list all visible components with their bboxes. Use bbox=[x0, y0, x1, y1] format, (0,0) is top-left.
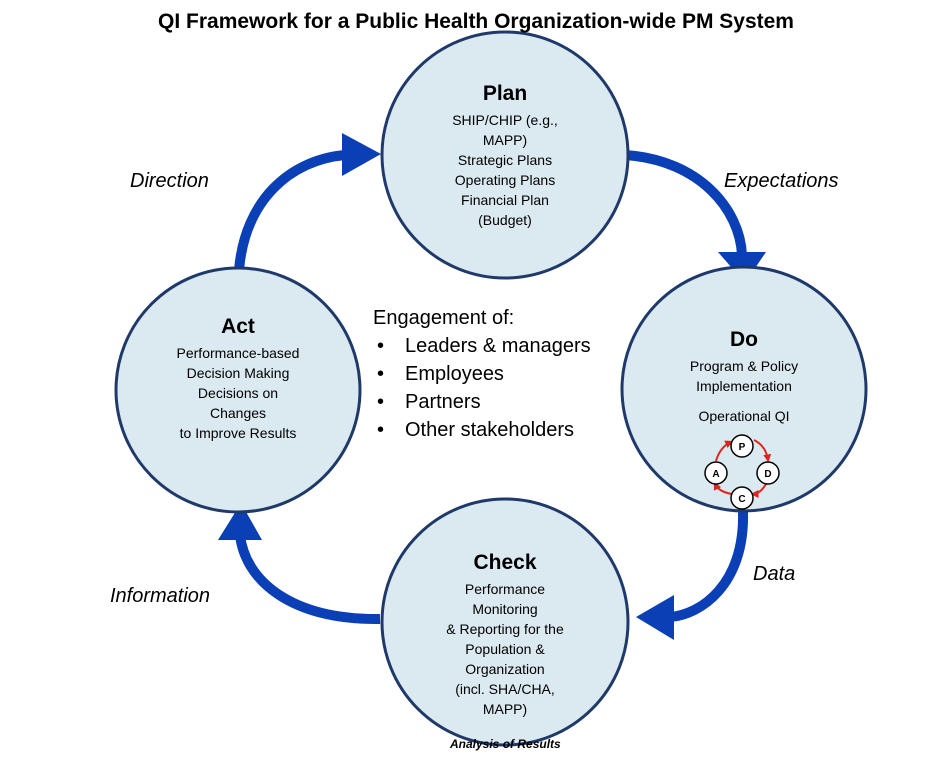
act-line: Decisions on bbox=[197, 385, 279, 401]
arrow-act-to-plan bbox=[239, 133, 381, 270]
engagement-item-label: Partners bbox=[405, 391, 481, 413]
engagement-item-label: Leaders & managers bbox=[405, 335, 591, 357]
bullet-icon: • bbox=[377, 419, 385, 441]
act-line: Decision Making bbox=[186, 365, 290, 381]
bullet-icon: • bbox=[377, 335, 385, 357]
check-line: (incl. SHA/CHA, bbox=[455, 681, 555, 697]
do-line: Implementation bbox=[696, 378, 792, 394]
engagement-item bbox=[373, 332, 591, 360]
plan-line: Strategic Plans bbox=[457, 152, 553, 168]
do-line: Program & Policy bbox=[689, 358, 799, 374]
act-line: Performance-based bbox=[176, 345, 300, 361]
mini-p-label: P bbox=[738, 442, 746, 453]
diagram-title: QI Framework for a Public Health Organization-wide PM System bbox=[158, 10, 794, 33]
engagement-list bbox=[373, 307, 591, 444]
mini-d-label: D bbox=[764, 469, 772, 480]
edge-label-expectations: Expectations bbox=[724, 170, 839, 192]
edge-label-direction: Direction bbox=[130, 170, 209, 192]
engagement-item bbox=[373, 360, 591, 388]
mini-a-label: A bbox=[712, 469, 720, 480]
check-node bbox=[405, 551, 605, 719]
check-line: Population & bbox=[465, 641, 545, 657]
do-operational-qi: Operational QI bbox=[698, 408, 790, 424]
check-line: MAPP) bbox=[482, 701, 528, 717]
bullet-icon: • bbox=[377, 363, 385, 385]
check-line: Organization bbox=[465, 661, 545, 677]
act-node bbox=[138, 315, 338, 443]
plan-line: Financial Plan bbox=[461, 192, 549, 208]
do-node bbox=[644, 328, 844, 426]
act-line: Changes bbox=[209, 405, 267, 421]
engagement-item-label: Employees bbox=[405, 363, 504, 385]
do-title: Do bbox=[730, 328, 758, 351]
plan-line: Operating Plans bbox=[454, 172, 556, 188]
plan-title: Plan bbox=[482, 82, 528, 105]
plan-line: (Budget) bbox=[478, 212, 532, 228]
plan-line: SHIP/CHIP (e.g., bbox=[452, 112, 558, 128]
plan-line: MAPP) bbox=[482, 132, 528, 148]
engagement-item-label: Other stakeholders bbox=[405, 419, 574, 441]
mini-c-label: C bbox=[738, 494, 746, 505]
engagement-heading: Engagement of: bbox=[373, 307, 515, 329]
act-title: Act bbox=[221, 315, 255, 338]
engagement-item bbox=[373, 388, 591, 416]
plan-node bbox=[405, 82, 605, 230]
edge-label-information: Information bbox=[110, 585, 211, 607]
arrow-do-to-check bbox=[636, 512, 743, 640]
check-line: Performance bbox=[464, 581, 546, 597]
arrow-check-to-act bbox=[218, 503, 380, 619]
check-title: Check bbox=[473, 551, 537, 574]
bullet-icon: • bbox=[377, 391, 385, 413]
edge-label-data: Data bbox=[753, 563, 796, 585]
check-line: & Reporting for the bbox=[446, 621, 564, 637]
check-line: Monitoring bbox=[472, 601, 538, 617]
footnote: Analysis of Results bbox=[450, 737, 561, 751]
engagement-item bbox=[373, 416, 591, 444]
act-line: to Improve Results bbox=[179, 425, 297, 441]
